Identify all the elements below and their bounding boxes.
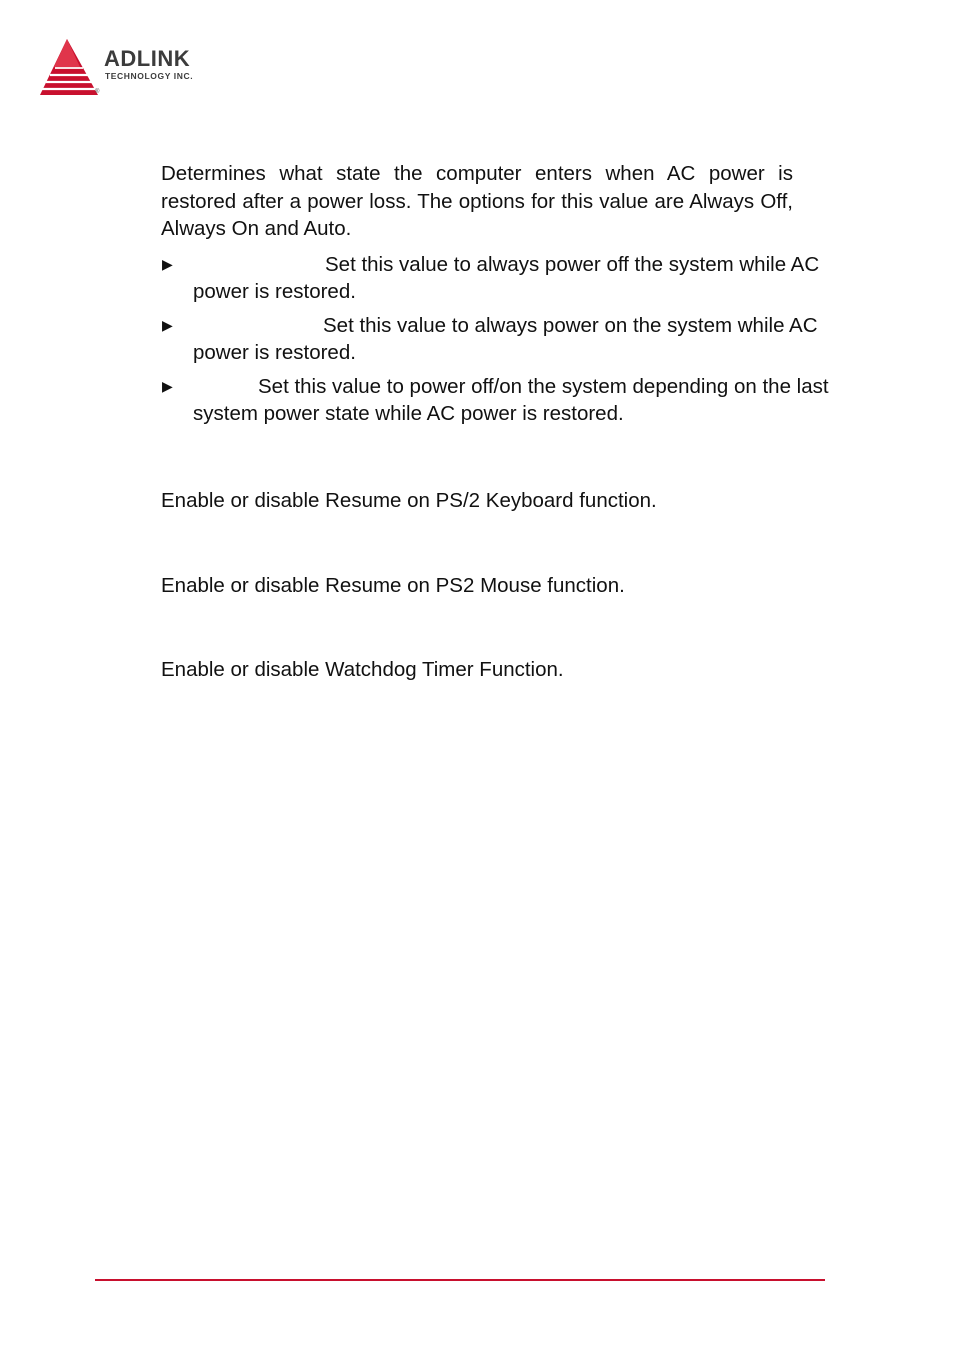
- power-loss-section: [161, 160, 829, 434]
- bullet-arrow-icon: ▶: [162, 255, 173, 272]
- list-item: [161, 373, 833, 428]
- option-description: Set this value to always power on the system while AC power is restored.: [193, 313, 818, 364]
- bullet-arrow-icon: ▶: [162, 316, 173, 333]
- list-item: [161, 251, 833, 306]
- resume-mouse-description: Enable or disable Resume on PS2 Mouse function.: [161, 574, 625, 597]
- logo-wordmark: ADLINK: [104, 46, 191, 71]
- option-description: Set this value to always power off the system while AC power is restored.: [193, 252, 820, 303]
- footer-divider: [95, 1279, 825, 1281]
- logo-registered-mark: ®: [95, 89, 100, 95]
- watchdog-description: Enable or disable Watchdog Timer Function.: [161, 658, 564, 681]
- adlink-triangle-icon: [38, 37, 102, 99]
- power-loss-options: [161, 251, 829, 428]
- adlink-logo: [38, 37, 238, 99]
- list-item: [161, 312, 833, 367]
- logo-tagline: TECHNOLOGY INC.: [105, 71, 194, 81]
- resume-keyboard-description: Enable or disable Resume on PS/2 Keyboard function.: [161, 489, 657, 512]
- power-loss-description: Determines what state the computer enters when AC power is restored after a power loss. The options for this value are Always Off, Always On and Auto.: [161, 162, 793, 240]
- bullet-arrow-icon: ▶: [162, 377, 173, 394]
- option-description: Set this value to power off/on the system depending on the last system power state while AC power is restored.: [193, 374, 829, 425]
